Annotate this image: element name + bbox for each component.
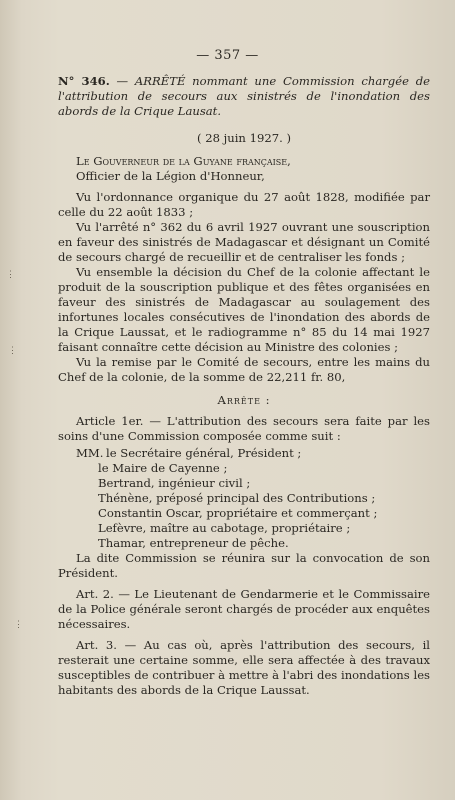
decree-number: N° 346. [58, 74, 110, 88]
consideration-4: Vu la remise par le Comité de secours, entre les mains du Chef de la colonie, de la somme de 22,211 fr. 80, [58, 355, 430, 384]
member-item: Bertrand, ingénieur civil ; [98, 476, 251, 490]
margin-mark: ⋮ [8, 346, 17, 356]
decree-date: ( 28 juin 1927. ) [197, 131, 291, 145]
member-item: Thénène, préposé principal des Contributions ; [98, 491, 376, 505]
margin-mark: ⋮ [6, 270, 15, 280]
member-item: Constantin Oscar, propriétaire et commerçant ; [98, 506, 378, 520]
commission-members [58, 446, 430, 551]
consideration-2: Vu l'arrêté n° 362 du 6 avril 1927 ouvrant une souscription en faveur des sinistrés de Madagascar et désignant un Comité de secours chargé de recueillir et de centraliser les fonds ; [58, 220, 430, 264]
decree-title: — ARRÊTÉ nommant une Commission chargée de l'attribution de secours aux sinistrés de l'inondation des abords de la Crique Lausat. [58, 74, 431, 118]
article-1: Article 1er. — L'attribution des secours sera faite par les soins d'une Commission composée comme suit : [58, 414, 430, 443]
members-prefix: MM. [76, 446, 104, 460]
governor-title: Le Gouverneur de la Guyane française, [76, 154, 291, 168]
member-row [58, 446, 430, 461]
arrete-label: Arrête : [217, 393, 271, 407]
article-2: Art. 2. — Le Lieutenant de Gendarmerie et le Commissaire de la Police générale seront chargés de procéder aux enquêtes nécessaires. [58, 587, 430, 631]
margin-mark: ⋮ [14, 620, 23, 630]
governor-honor: Officier de la Légion d'Honneur, [76, 169, 265, 183]
article-3: Art. 3. — Au cas où, après l'attribution des secours, il resterait une certaine somme, elle sera affectée à des travaux susceptibles de contribuer à mettre à l'abri des inondations les habitants des abords de la Crique Laussat. [58, 638, 430, 697]
document-body [58, 74, 430, 698]
member-item: Lefèvre, maître au cabotage, propriétaire ; [98, 521, 351, 535]
page-number: — 357 — [196, 48, 259, 63]
consideration-3: Vu ensemble la décision du Chef de la colonie affectant le produit de la souscription publique et des fêtes organisées en faveur des sinistrés de Madagascar au soulagement des infortunes locales consécutives de l'inondation des abords de la Crique Laussat, et le radiogramme n° 85 du 14 mai 1927 faisant connaître cette décision au Ministre des colonies ; [58, 265, 430, 354]
article-1-end: La dite Commission se réunira sur la convocation de son Président. [58, 551, 430, 580]
member-item: le Maire de Cayenne ; [98, 461, 228, 475]
decree-heading [58, 74, 430, 119]
member-item: le Secrétaire général, Président ; [106, 446, 302, 460]
member-item: Thamar, entrepreneur de pêche. [98, 536, 289, 550]
consideration-1: Vu l'ordonnance organique du 27 août 1828, modifiée par celle du 22 août 1833 ; [58, 190, 430, 219]
